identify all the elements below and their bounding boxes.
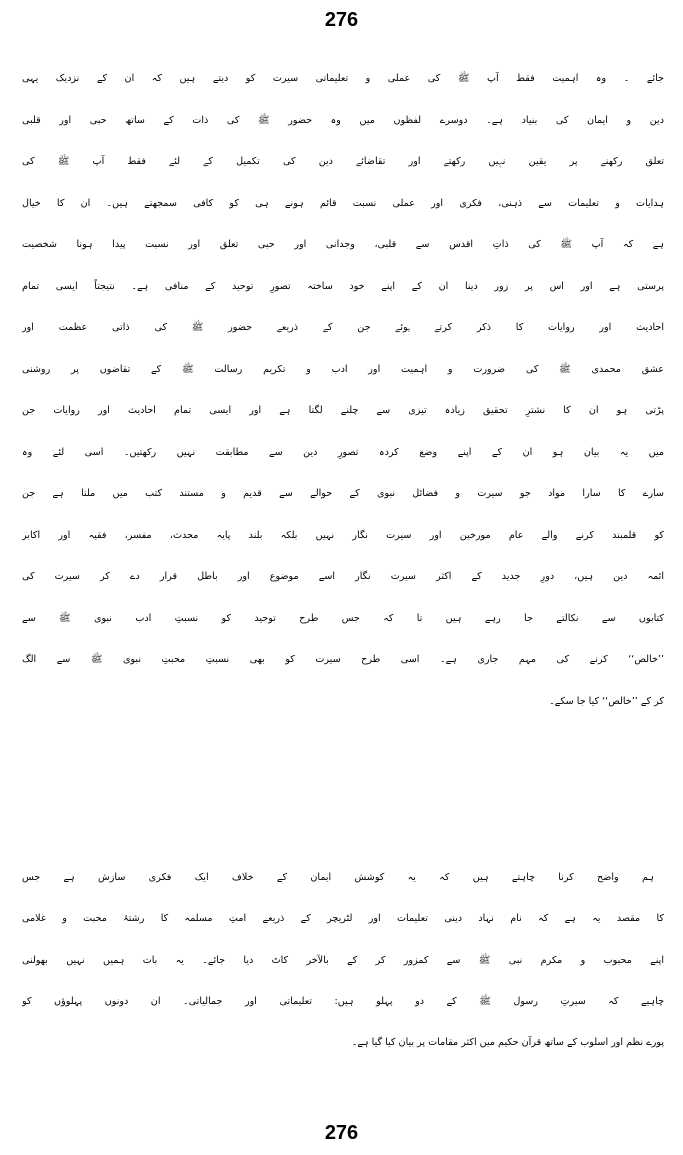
text-line: اپنے محبوب و مکرم نبی ﷺ سے کمزور کر کے بالآخر کاٹ دیا جائے۔ یہ بات ہمیں نہیں بھولنی xyxy=(22,954,664,966)
paragraph-1 xyxy=(22,58,664,848)
text-line: کا مقصد یہ ہے کہ نام نہاد دینی تعلیمات اور لٹریچر کے ذریعے امتِ مسلمہ کا رشتۂ محبت و غلامی xyxy=(22,913,664,925)
page-number-top: 276 xyxy=(324,9,359,31)
page-number-bottom: 276 xyxy=(324,1122,359,1144)
text-line: میں یہ بیان ہو ان کے اپنے وضع کردہ تصورِ دین سے مطابقت نہیں رکھتیں۔ اسی لئے وہ xyxy=(22,446,664,458)
text-line: احادیث اور روایات کا ذکر کرتے ہوئے جن کے ذریعے حضور ﷺ کی ذاتی عظمت اور xyxy=(22,322,664,333)
text-line: ہدایات و تعلیمات سے ذہنی، فکری اور عملی نسبت قائم ہونے ہی کو کافی سمجھتے ہیں۔ ان کا خیال xyxy=(22,197,664,209)
text-line: ’’خالص‘‘ کرنے کی مہم جاری ہے۔ اسی طرح سیرت کو بھی نسبتِ محبتِ نبوی ﷺ سے الگ xyxy=(22,654,664,665)
text-line: چاہیے کہ سیرتِ رسول ﷺ کے دو پہلو ہیں: تعلیماتی اور جمالیاتی۔ ان دونوں پہلوؤں کو xyxy=(22,995,664,1007)
text-line: ائمہ دین ہیں، دورِ جدید کے اکثر سیرت نگار اسے موضوع اور باطل قرار دے کر سیرت کی xyxy=(22,571,664,582)
text-line-last: کر کے ’’خالص‘‘ کیا جا سکے۔ xyxy=(549,695,664,707)
text-line: دین و ایمان کی بنیاد ہے۔ دوسرے لفظوں میں وہ حضور ﷺ کی ذات کے ساتھ حبی اور قلبی xyxy=(22,114,664,126)
paragraph-2 xyxy=(22,857,664,1105)
text-line-last: پورے نظم اور اسلوب کے ساتھ قرآن حکیم میں اکثر مقامات پر بیان کیا گیا ہے۔ xyxy=(351,1037,664,1049)
text-line: ہے کہ آپ ﷺ کی ذاتِ اقدس سے قلبی، وجدانی اور حبی تعلق اور نسبت پیدا ہونا شخصیت xyxy=(22,239,664,250)
text-line: سارے کا سارا مواد جو سیرت و فضائل نبوی کے حوالے سے قدیم و مستند کتب میں ملتا ہے جن xyxy=(22,488,664,499)
text-line: جائے ۔ وہ اہمیت فقط آپ ﷺ کی عملی و تعلیماتی سیرت کو دیتے ہیں کہ ان کے نزدیک یہی xyxy=(22,73,664,84)
text-line-first: ہم واضح کرنا چاہتے ہیں کہ یہ کوشش ایمان کے خلاف ایک فکری سازش ہے جس xyxy=(22,872,654,883)
text-line: عشق محمدی ﷺ کی ضرورت و اہمیت اور ادب و تکریم رسالت ﷺ کے تقاضوں پر روشنی xyxy=(22,363,664,375)
text-line: کو قلمبند کرنے والے عام مورخین اور سیرت نگار نہیں بلکہ بلند پایہ محدث، مفسر، فقیہ اور اکابر xyxy=(22,529,664,541)
text-line: کتابوں سے نکالتے جا رہے ہیں تا کہ جس طرح توحید کو نسبتِ ادب نبوی ﷺ سے xyxy=(22,612,664,624)
text-line: پڑتی ہو ان کا نشترِ تحقیق زیادہ تیزی سے چلنے لگتا ہے اور ایسی تمام احادیث اور روایات جن xyxy=(22,405,664,416)
text-line: پرستی ہے اور اس پر زور دینا ان کے اپنے خود ساختہ تصورِ توحید کے منافی ہے۔ نتیجتاً ایسی تمام xyxy=(22,280,664,292)
text-line: تعلق رکھنے پر یقین نہیں رکھتے اور تقاضائے دین کی تکمیل کے لئے فقط آپ ﷺ کی xyxy=(22,156,664,167)
